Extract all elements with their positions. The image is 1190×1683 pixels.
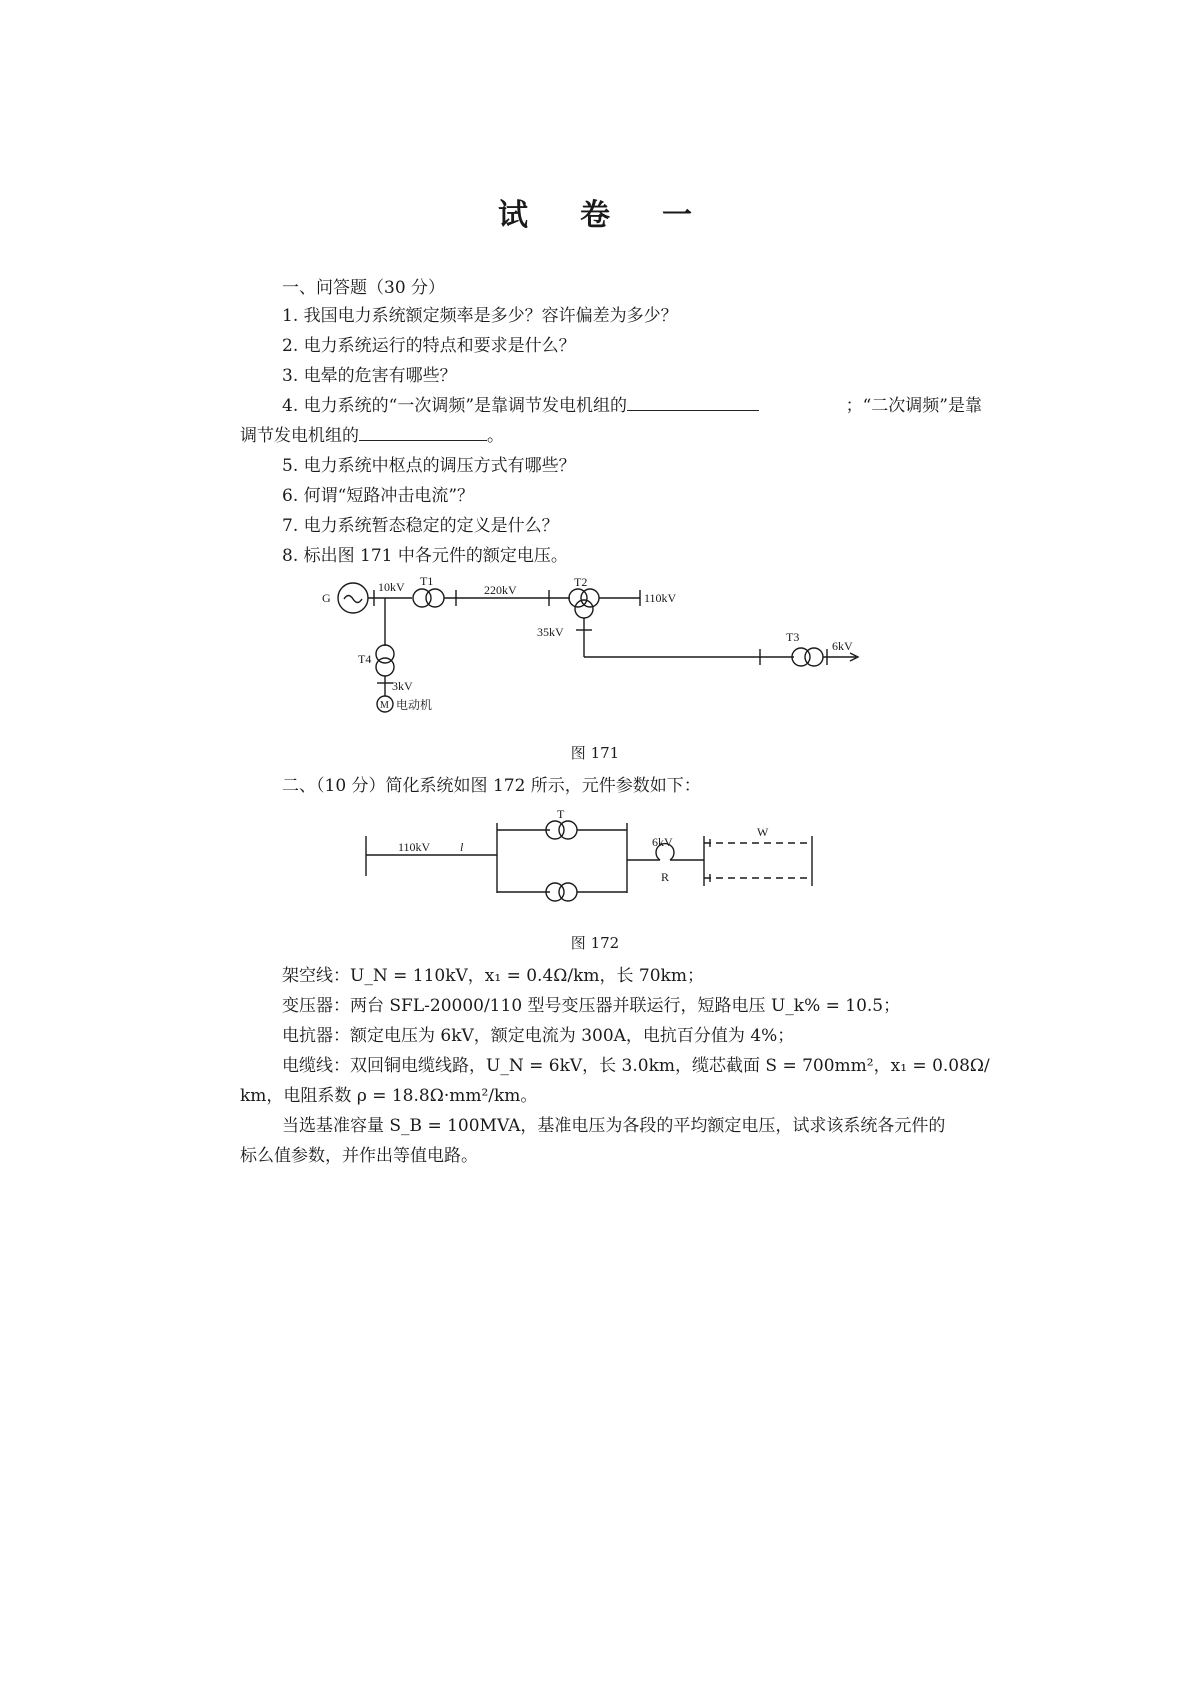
label-w: W [757,825,769,839]
label-t3: T3 [786,630,800,644]
transformer-top-coil-b [559,821,577,839]
label-6kv: 6kV [832,639,853,653]
label-t-172: T [557,807,565,821]
label-3kv: 3kV [392,679,413,693]
label-g: G [322,591,331,605]
param-cable-line1: 电缆线：双回铜电缆线路，U_N = 6kV，长 3.0km，缆芯截面 S = 700mm²，x₁ = 0.08Ω/ [282,1056,990,1076]
section2-heading: 二、（10 分）简化系统如图 172 所示，元件参数如下： [282,776,701,796]
section1-heading: 一、问答题（30 分） [282,278,446,298]
param-transformer: 变压器：两台 SFL-20000/110 型号变压器并联运行，短路电压 U_k% = 10.5； [282,996,901,1016]
question-8: 8. 标出图 171 中各元件的额定电压。 [282,546,568,566]
label-110kv-172: 110kV [398,840,431,854]
label-t4: T4 [358,652,372,666]
label-r: R [661,870,670,884]
label-l: l [460,840,464,854]
q4-text-b: ；“二次调频”是靠 [845,396,982,416]
label-110kv: 110kV [644,591,677,605]
transformer-bottom-coil-b [559,883,577,901]
title-char-2: 卷 [580,198,610,233]
label-t1: T1 [420,574,434,588]
q4-text-d: 。 [487,426,504,446]
label-m: M [380,700,389,711]
param-cable-line2: km，电阻系数 ρ = 18.8Ω·mm²/km。 [240,1086,538,1106]
figure-172-caption: 图 172 [570,934,620,952]
label-t2: T2 [574,575,588,589]
title-char-1: 试 [498,198,528,233]
title-char-3: 一 [662,198,692,233]
label-10kv: 10kV [378,580,405,594]
instruction-line2: 标么值参数，并作出等值电路。 [240,1146,478,1166]
label-6kv-172: 6kV [652,835,673,849]
question-2: 2. 电力系统运行的特点和要求是什么？ [282,336,576,356]
label-220kv: 220kV [484,583,517,597]
param-overhead-line: 架空线：U_N = 110kV，x₁ = 0.4Ω/km，长 70km； [282,966,704,986]
q4-text-c: 调节发电机组的 [240,426,359,446]
question-1: 1. 我国电力系统额定频率是多少？容许偏差为多少？ [282,306,678,326]
param-reactor: 电抗器：额定电压为 6kV，额定电流为 300A，电抗百分值为 4%； [282,1026,795,1046]
instruction-line1: 当选基准容量 S_B = 100MVA，基准电压为各段的平均额定电压，试求该系统各元件的 [282,1116,946,1136]
label-35kv: 35kV [537,625,564,639]
question-6: 6. 何谓“短路冲击电流”？ [282,486,475,506]
figure-171-caption: 图 171 [570,744,620,762]
label-motor: 电动机 [396,698,433,712]
question-3: 3. 电晕的危害有哪些？ [282,366,457,386]
q4-text-a: 4. 电力系统的“一次调频”是靠调节发电机组的 [282,396,628,416]
question-5: 5. 电力系统中枢点的调压方式有哪些？ [282,456,576,476]
question-7: 7. 电力系统暂态稳定的定义是什么？ [282,516,559,536]
